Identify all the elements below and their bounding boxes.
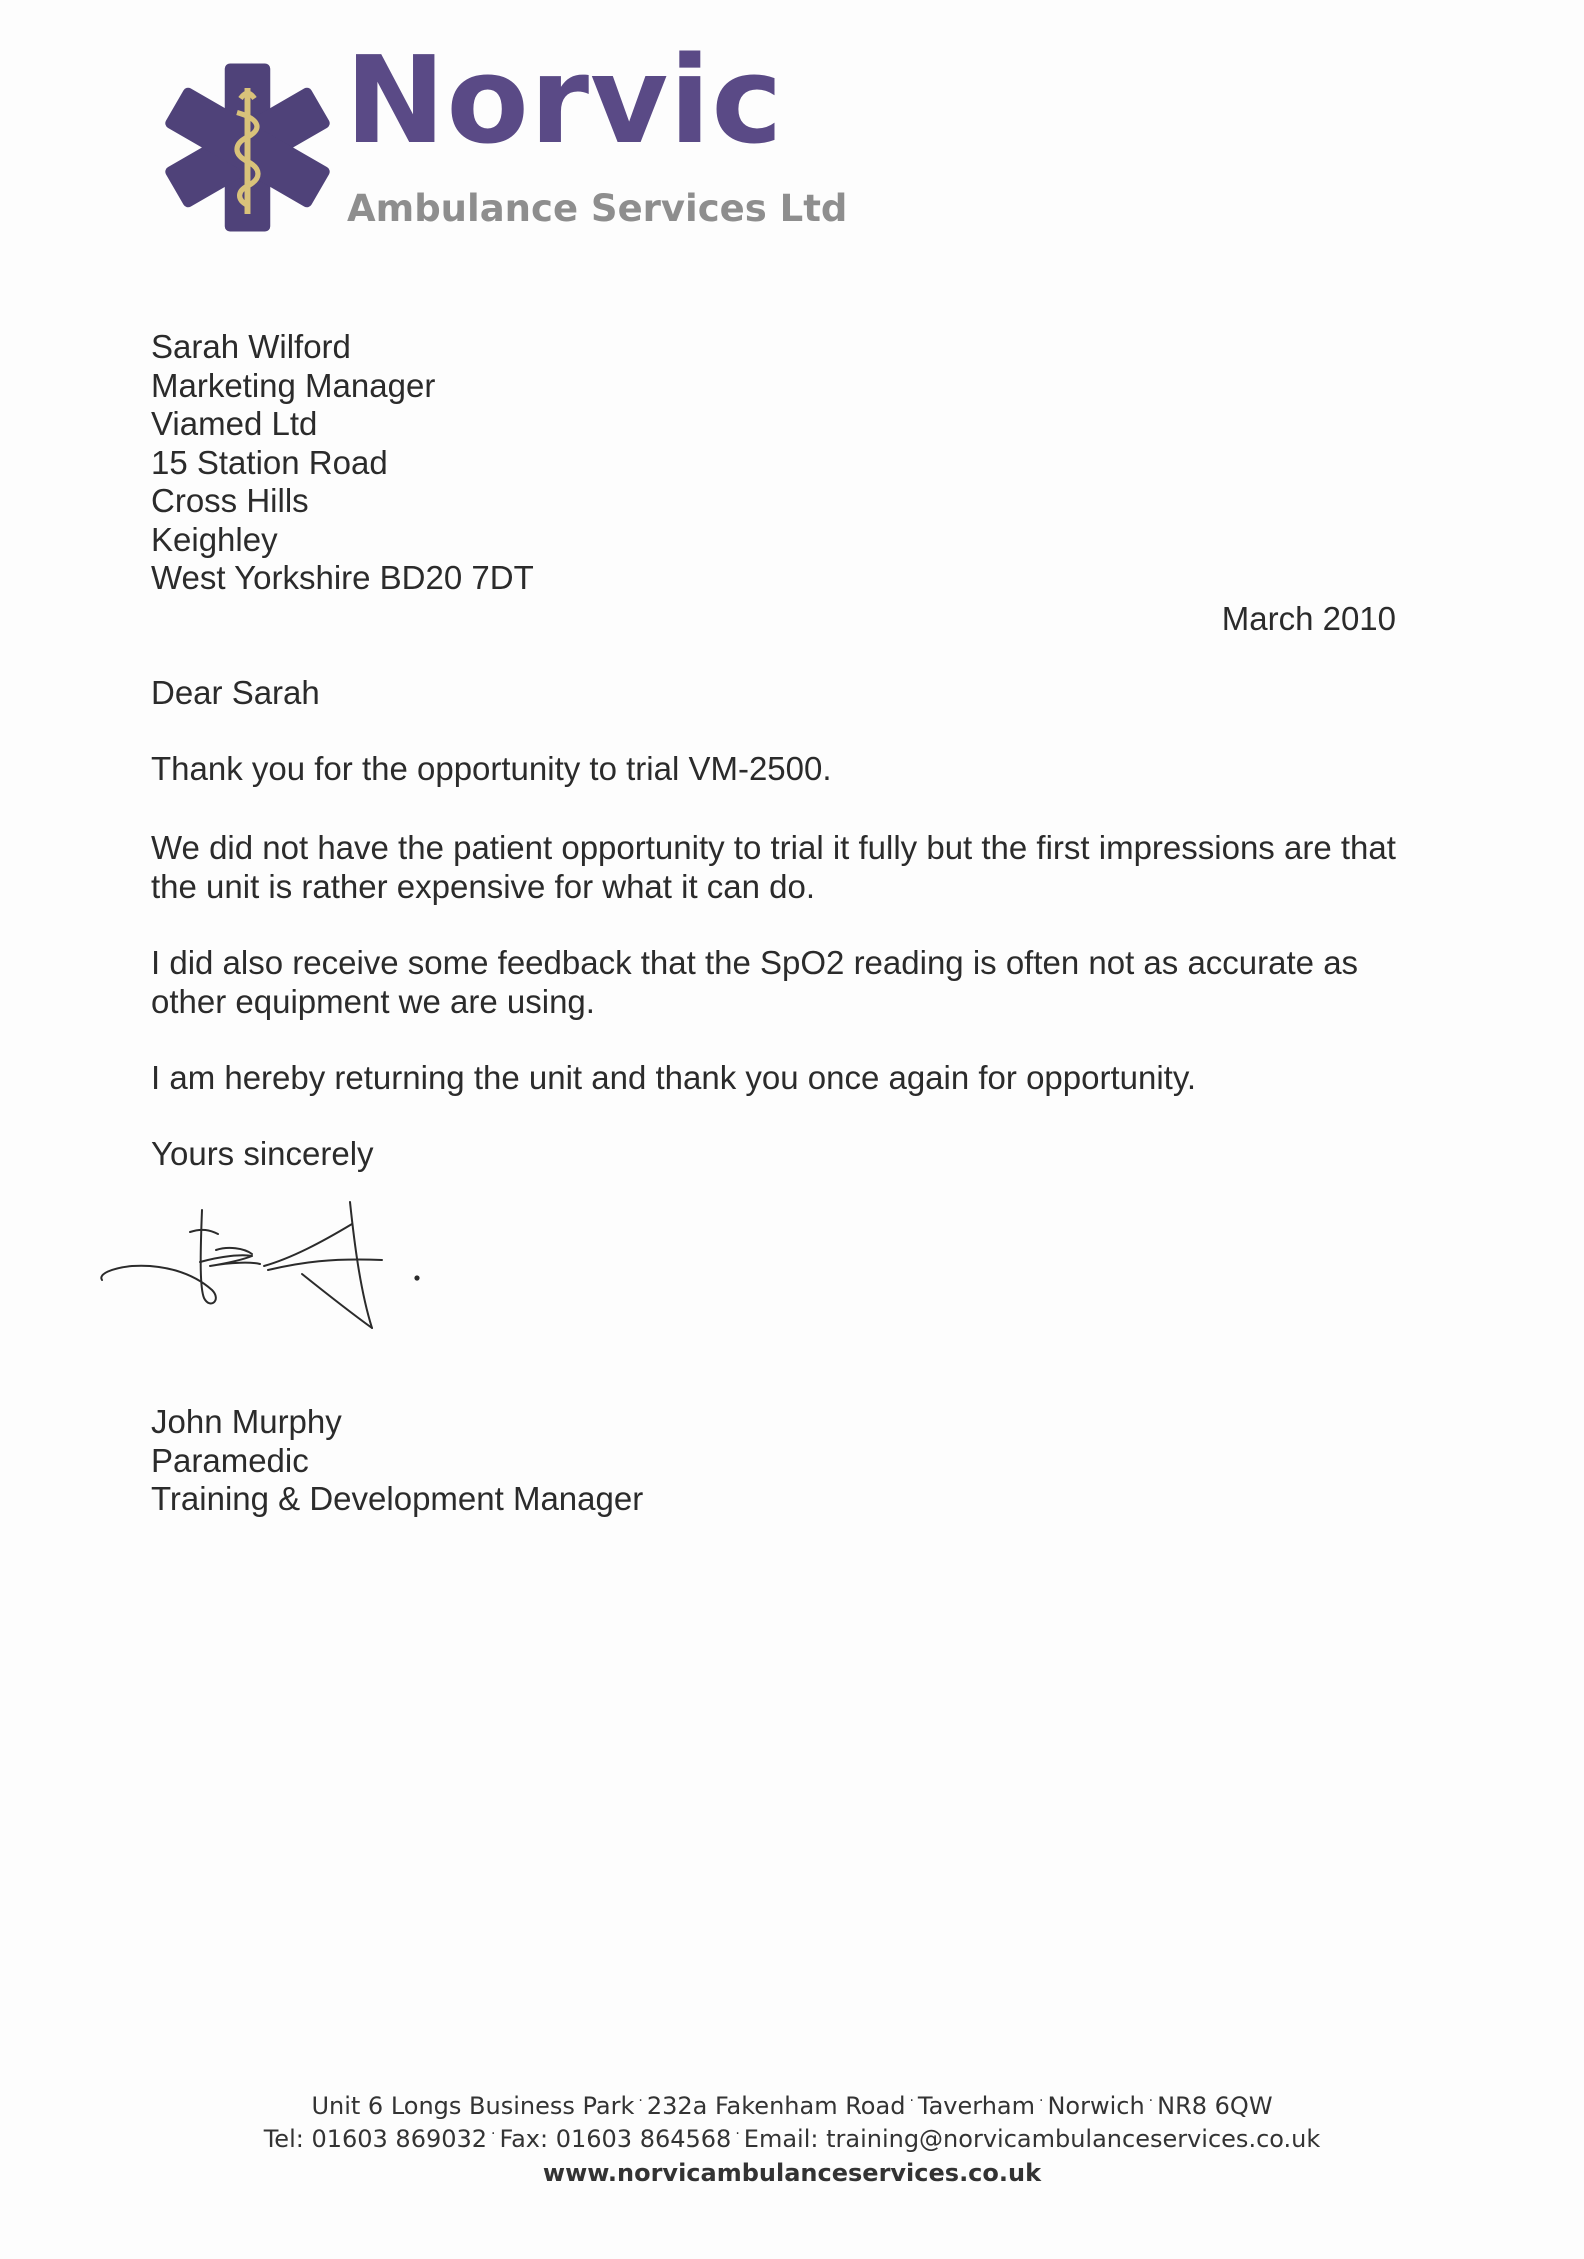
recipient-name: Sarah Wilford: [151, 328, 351, 365]
star-of-life-icon: [160, 60, 335, 235]
footer-address-part: Norwich: [1047, 2092, 1145, 2120]
paragraph-4: I am hereby returning the unit and thank you once again for opportunity.: [151, 1059, 1197, 1096]
sender-block: [151, 1403, 643, 1519]
footer-fax: Fax: 01603 864568: [499, 2125, 732, 2153]
footer-address-part: Unit 6 Longs Business Park: [311, 2092, 635, 2120]
recipient-address: [151, 328, 534, 598]
letter-date: March 2010: [1221, 600, 1396, 637]
salutation: Dear Sarah: [151, 674, 320, 711]
paragraph-1: Thank you for the opportunity to trial VM-2500.: [151, 750, 832, 787]
recipient-company: Viamed Ltd: [151, 405, 318, 442]
footer-address-part: 232a Fakenham Road: [646, 2092, 906, 2120]
sender-role: Paramedic: [151, 1441, 309, 1479]
recipient-locality: Cross Hills: [151, 482, 309, 519]
paragraph-3: I did also receive some feedback that the SpO2 reading is often not as accurate as other equipment we are using.: [151, 944, 1359, 1020]
sender-title: Training & Development Manager: [151, 1480, 644, 1517]
footer-contact: Tel: 01603 869032 · Fax: 01603 864568 · Email: training@norvicambulanceservices.co.uk: [263, 2125, 1321, 2153]
company-logo: [160, 32, 880, 240]
recipient-town: Keighley: [151, 520, 278, 558]
company-name: Norvic: [345, 32, 784, 171]
paragraph-2: We did not have the patient opportunity to trial it fully but the first impressions are that the unit is rather expensive for what it can do.: [151, 829, 1396, 905]
footer-address-part: Taverham: [917, 2092, 1035, 2120]
footer-email[interactable]: Email: training@norvicambulanceservices.co.uk: [743, 2125, 1321, 2153]
footer-address-part: NR8 6QW: [1157, 2092, 1273, 2120]
company-subtitle: Ambulance Services Ltd: [347, 187, 848, 230]
sender-name: John Murphy: [151, 1403, 342, 1440]
recipient-county-postcode: West Yorkshire BD20 7DT: [151, 559, 534, 596]
footer-website[interactable]: www.norvicambulanceservices.co.uk: [542, 2159, 1042, 2187]
footer-address: Unit 6 Longs Business Park · 232a Fakenham Road · Taverham · Norwich · NR8 6QW: [311, 2092, 1273, 2120]
recipient-street: 15 Station Road: [151, 443, 388, 481]
footer-tel: Tel: 01603 869032: [263, 2125, 488, 2153]
closing: Yours sincerely: [151, 1135, 374, 1172]
handwritten-signature: [92, 1190, 472, 1350]
recipient-title: Marketing Manager: [151, 366, 436, 404]
